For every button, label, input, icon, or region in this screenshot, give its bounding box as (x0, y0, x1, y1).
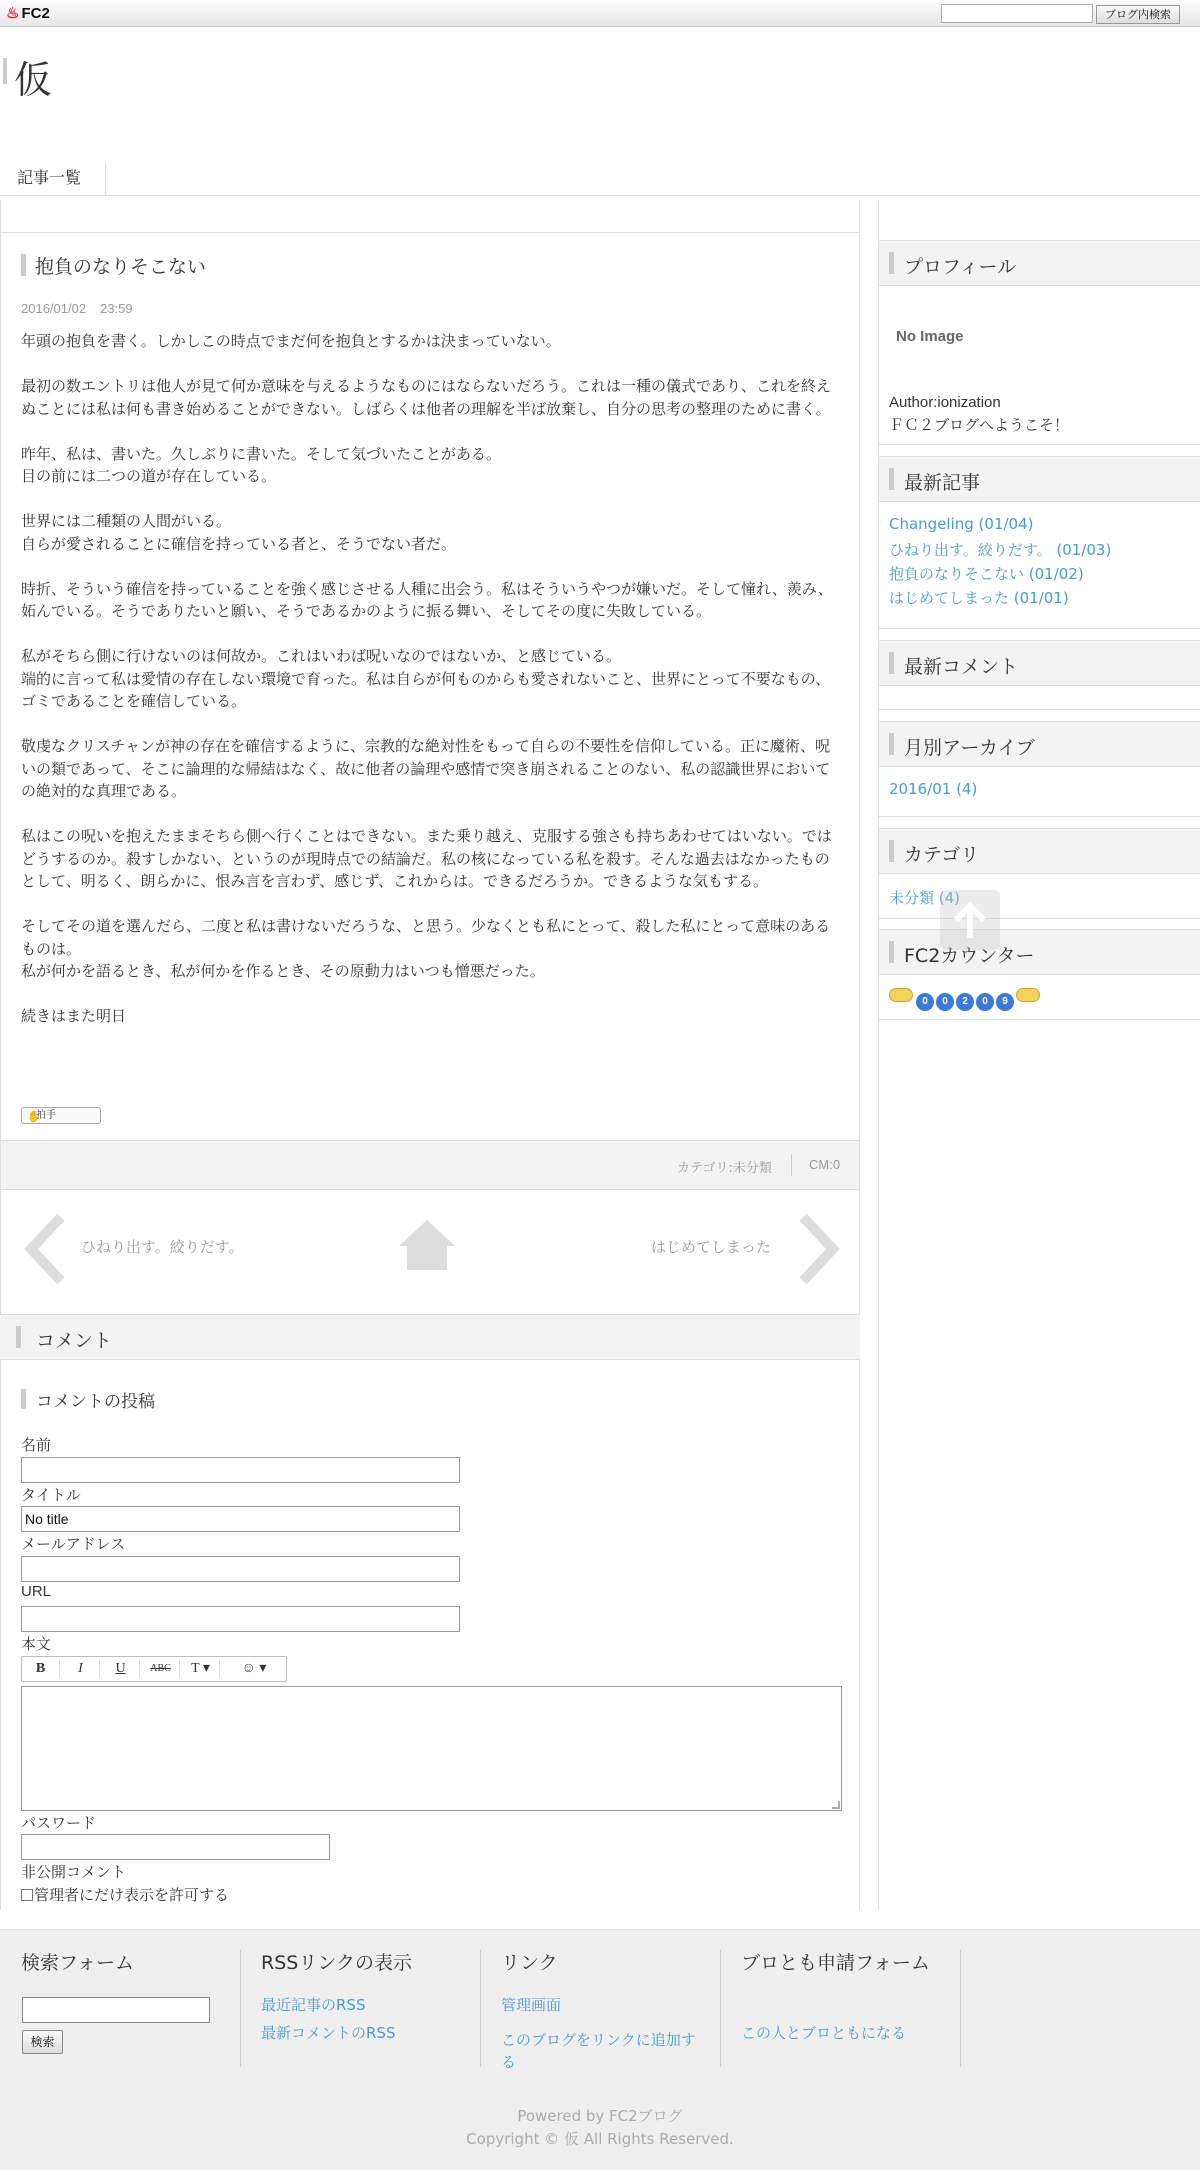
section-accent (16, 1326, 21, 1348)
blog-search-input[interactable] (941, 4, 1093, 23)
chevron-right-icon[interactable] (797, 1213, 841, 1285)
divider (879, 709, 1200, 710)
comments-heading: コメント (36, 1330, 113, 1352)
fc2-logo-icon: ♨ (6, 5, 20, 22)
post-paragraph: 敬虔なクリスチャンが神の存在を確信するように、宗教的な絶対性をもって自らの不要性を信仰している。正に魔術、呪いの類であって、そこに論理的な帰結はなく、故に他者の論理や感情で突き崩されることのない、私の認識世界においての絶対的な真理である。 (21, 737, 831, 800)
home-icon[interactable] (397, 1218, 457, 1272)
top-nav (0, 163, 1200, 196)
post-title-accent (21, 254, 26, 276)
archive-header (879, 721, 1200, 767)
footer-search-button[interactable]: 検索 (22, 2030, 63, 2054)
post-title[interactable]: 抱負のなりそこない (35, 256, 207, 278)
scroll-to-top-button[interactable] (940, 890, 1000, 950)
mail-label: メールアドレス (21, 1535, 126, 1553)
post-date-day: 2016/01/02 (21, 301, 87, 316)
recent-post-link[interactable]: Changeling (01/04) (889, 515, 1034, 533)
post-footer (1, 1140, 859, 1190)
category-header (879, 828, 1200, 874)
post-comment-count[interactable]: CM:0 (809, 1157, 841, 1172)
rss-link[interactable]: 最近記事のRSS (261, 1996, 366, 2014)
underline-icon[interactable]: U (102, 1660, 140, 1678)
counter-digit: 2 (956, 993, 974, 1011)
private-checkbox-label: 管理者にだけ表示を許可する (34, 1886, 230, 1904)
comment-form-title: コメントの投稿 (36, 1392, 155, 1412)
add-link-link[interactable]: このブログをリンクに追加する (501, 2031, 696, 2071)
section-accent (889, 652, 894, 674)
counter-header (879, 929, 1200, 975)
profile-heading: プロフィール (904, 256, 1017, 278)
editor-toolbar (21, 1656, 287, 1682)
visitor-counter[interactable] (889, 988, 1043, 1006)
post-body (21, 330, 839, 1050)
column-gutter (860, 200, 879, 1910)
post-paragraph: 最初の数エントリは他人が見て何か意味を与えるようなものにはならないだろう。これは一種の儀式であり、これを終えぬことには私は何も書き始めることができない。しばらくは他者の理解を半ば放棄し、自分の思考の整理のために書く。 (21, 377, 832, 418)
form-title-accent (21, 1389, 26, 1409)
clap-button[interactable] (21, 1107, 101, 1124)
title-label: タイトル (21, 1486, 81, 1504)
mail-input[interactable] (21, 1556, 460, 1582)
recent-posts-heading: 最新記事 (904, 472, 981, 494)
section-accent (889, 733, 894, 755)
name-input[interactable] (21, 1457, 460, 1483)
comments-section-header (0, 1314, 860, 1360)
password-input[interactable] (21, 1834, 330, 1860)
body-label: 本文 (21, 1635, 52, 1653)
counter-heading: FC2カウンター (904, 945, 1035, 967)
font-size-icon[interactable]: T ▾ (182, 1660, 220, 1678)
rss-link[interactable]: 最新コメントのRSS (261, 2024, 396, 2042)
post-date-time: 23:59 (100, 301, 133, 316)
emoji-icon[interactable]: ☺ ▾ (241, 1661, 267, 1676)
copyright-text: Copyright © 仮 All Rights Reserved. (466, 2130, 734, 2148)
nav-item-article-list[interactable]: 記事一覧 (0, 163, 106, 196)
author-message: ＦＣ２ブログへようこそ！ (889, 416, 1070, 434)
recent-post-link[interactable]: はじめてしまった (01/01) (889, 589, 1069, 607)
divider (879, 918, 1200, 919)
counter-digit: 0 (936, 993, 954, 1011)
profile-no-image: No Image (896, 328, 964, 345)
title-accent-bar (3, 58, 7, 84)
post-paragraph: 世界には二種類の人間がいる。 自らが愛されることに確信を持っている者と、そうでない者だ。 (21, 512, 457, 553)
footer-search-column (21, 1950, 241, 2067)
divider (879, 444, 1200, 445)
footer-links-column (501, 1950, 721, 2071)
post-paragraph: 年頭の抱負を書く。しかしこの時点でまだ何を抱負とするかは決まっていない。 (21, 332, 561, 350)
section-accent (889, 840, 894, 862)
recent-comments-heading: 最新コメント (904, 656, 1019, 678)
footer-friend-column (741, 1950, 961, 2067)
footer-rss-heading: RSSリンクの表示 (261, 1952, 412, 1974)
counter-digit: 9 (996, 993, 1014, 1011)
post-paragraph: そしてその道を選んだら、二度と私は書けないだろうな、と思う。少なくとも私にとって、殺した私にとって意味のあるものは。 私が何かを語るとき、私が何かを作るとき、その原動力はいつも憎悪だった。 (21, 917, 831, 980)
private-label: 非公開コメント (21, 1863, 127, 1881)
name-label: 名前 (21, 1436, 52, 1454)
section-accent (889, 941, 894, 963)
section-accent (889, 252, 894, 274)
archive-heading: 月別アーカイブ (904, 737, 1035, 759)
footer (0, 1929, 1200, 2170)
password-label: パスワード (21, 1814, 97, 1832)
post-paragraph: 時折、そういう確信を持っていることを強く感じさせる人種に出会う。私はそういうやつが嫌いだ。そして憧れ、羨み、妬んでいる。そうでありたいと願い、そうであるかのように振る舞い、そしてその度に失敗している。 (21, 579, 833, 620)
counter-digit: 0 (916, 993, 934, 1011)
powered-by (0, 2105, 1200, 2151)
divider (0, 232, 860, 233)
post-date (21, 301, 133, 316)
post-paragraph: 私はこの呪いを抱えたままそちら側へ行くことはできない。また乗り越え、克服する強さも持ちあわせてはいない。ではどうするのか。殺すしかない、というのが現時点での結論だ。私の核になっている私を殺す。そんな過去はなかったものとして、明るく、朗らかに、恨み言を言わず、感じず、これからは。できるだろうか。できるような気もする。 (21, 827, 832, 890)
recent-posts-header (879, 456, 1200, 502)
private-checkbox[interactable] (21, 1889, 33, 1901)
title-input[interactable]: No title (21, 1506, 460, 1532)
recent-post-link[interactable]: ひねり出す。絞りだす。 (01/03) (889, 541, 1112, 559)
archive-link[interactable]: 2016/01 (4) (889, 780, 978, 798)
post-pager (1, 1190, 859, 1314)
post-paragraph: 続きはまた明日 (21, 1007, 127, 1025)
recent-comments-header (879, 640, 1200, 686)
counter-chick-icon (889, 988, 913, 1002)
next-post-link[interactable]: はじめてしまった (651, 1238, 772, 1256)
clap-label: 拍手 (36, 1110, 56, 1121)
arrow-up-icon (940, 890, 1000, 950)
url-label: URL (21, 1583, 52, 1600)
divider (879, 816, 1200, 817)
chevron-left-icon[interactable] (23, 1213, 67, 1285)
post-paragraph: 昨年、私は、書いた。久しぶりに書いた。そして気づいたことがある。 目の前には二つの道が存在している。 (21, 444, 502, 485)
prev-post-link[interactable]: ひねり出す。絞りだす。 (81, 1238, 244, 1256)
divider (791, 1154, 792, 1176)
counter-chick-icon (1016, 988, 1040, 1002)
category-heading: カテゴリ (904, 844, 980, 866)
resize-grip[interactable] (832, 1801, 840, 1809)
sidebar (879, 232, 1200, 1910)
friend-request-link[interactable]: この人とブロともになる (741, 2024, 907, 2042)
divider (879, 1019, 1200, 1020)
blog-title[interactable]: 仮 (14, 58, 53, 102)
fc2-logo[interactable] (6, 4, 50, 22)
fc2-logo-text: FC2 (21, 5, 50, 22)
recent-post-link[interactable]: 抱負のなりそこない (01/02) (889, 565, 1084, 583)
url-input[interactable] (21, 1606, 460, 1632)
powered-by-text[interactable]: Powered by FC2ブログ (517, 2107, 683, 2125)
counter-digit: 0 (976, 993, 994, 1011)
footer-search-input[interactable] (22, 1997, 210, 2023)
footer-friend-heading: ブロとも申請フォーム (741, 1952, 931, 1974)
profile-header (879, 240, 1200, 286)
italic-icon[interactable]: I (62, 1660, 100, 1678)
post-category-link[interactable]: カテゴリ:未分類 (677, 1161, 772, 1176)
strikethrough-icon[interactable]: ABC (142, 1660, 180, 1678)
clap-icon: ✋ (27, 1110, 41, 1123)
fc2-toolbar (0, 0, 1200, 27)
divider (879, 628, 1200, 629)
post-paragraph: 私がそちら側に行けないのは何故か。これはいわば呪いなのではないか、と感じている。 端的に言って私は愛情の存在しない環境で育った。私は自らが何ものからも愛されないこと、世界にとって不要なもの、ゴミであることを確信している。 (21, 647, 831, 710)
blog-search-button[interactable]: ブログ内検索 (1096, 5, 1180, 24)
footer-links-heading: リンク (501, 1952, 558, 1974)
author-name: Author:ionization (889, 394, 1001, 411)
section-accent (889, 468, 894, 490)
category-link[interactable]: 未分類 (4) (889, 889, 961, 907)
comment-body-textarea[interactable] (21, 1686, 842, 1811)
profile-author (889, 392, 1069, 436)
admin-link[interactable]: 管理画面 (501, 1996, 562, 2014)
footer-rss-column (261, 1950, 481, 2067)
footer-search-heading: 検索フォーム (21, 1952, 135, 1974)
bold-icon[interactable]: B (22, 1660, 60, 1678)
